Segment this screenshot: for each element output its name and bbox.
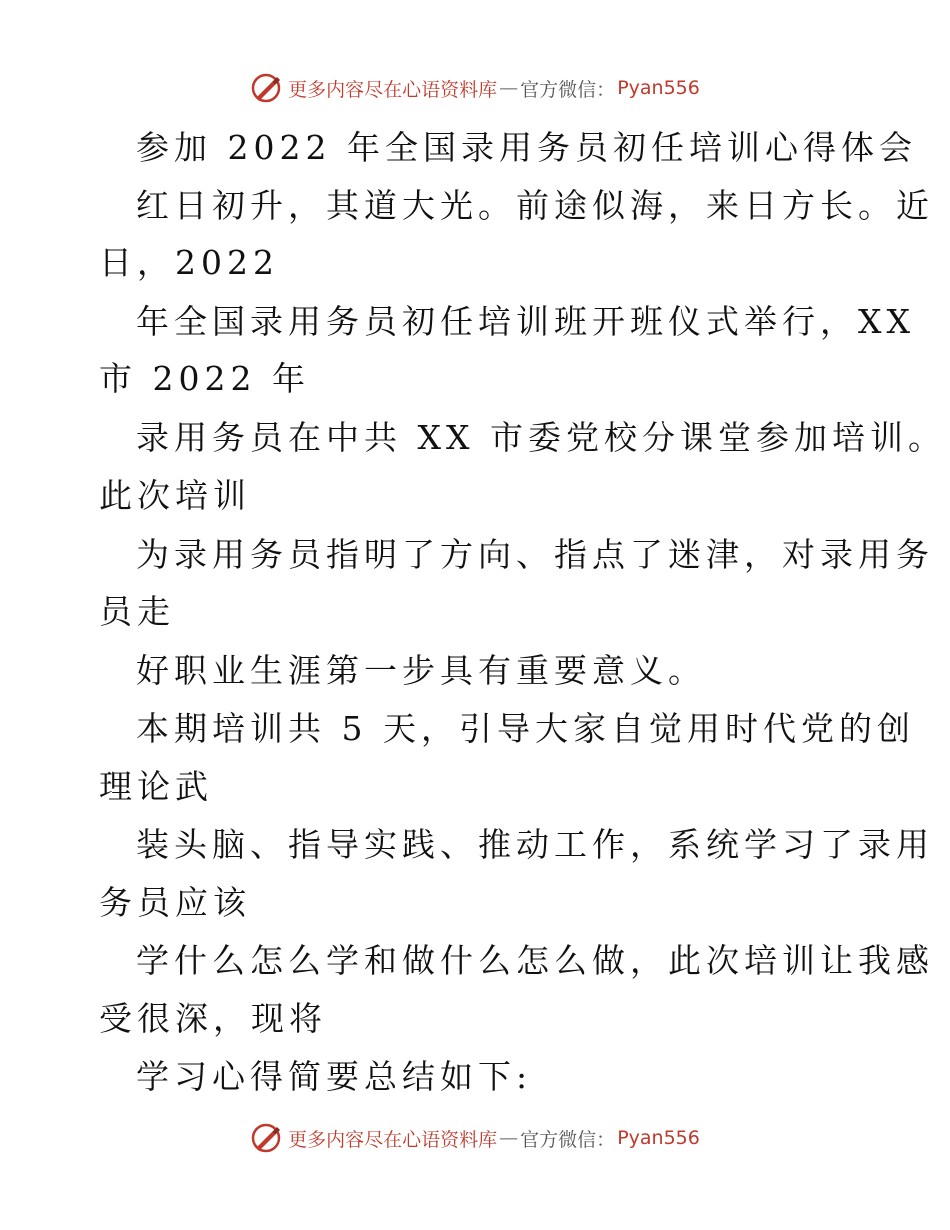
document-line: 此次培训: [99, 476, 251, 515]
document-line: 年全国录用务员初任培训班开班仪式举行，XX: [136, 302, 915, 341]
footer-watermark: [0, 1122, 950, 1154]
footer-wechat-id: Pyan556: [617, 1127, 700, 1149]
document-line: 为录用务员指明了方向、指点了迷津，对录用务: [136, 535, 934, 574]
pen-logo-icon: [250, 72, 282, 104]
document-title: 参加 2022 年全国录用务员初任培训心得体会: [136, 128, 917, 167]
document-line: 录用务员在中共 XX 市委党校分课堂参加培训。: [136, 418, 946, 457]
document-line: 理论武: [99, 767, 213, 806]
header-wechat-id: Pyan556: [617, 77, 700, 99]
pen-logo-icon: [250, 1122, 282, 1154]
footer-official-label: 官方微信：: [520, 1128, 616, 1151]
document-line: 红日初升，其道大光。前途似海，来日方长。近: [136, 186, 934, 225]
document-line: 务员应该: [99, 883, 251, 922]
footer-slogan: 更多内容尽在心语资料库: [288, 1128, 498, 1151]
document-line: 学习心得简要总结如下:: [136, 1057, 533, 1096]
document-line: 市 2022 年: [99, 359, 310, 398]
document-line: 装头脑、指导实践、推动工作，系统学习了录用: [136, 825, 934, 864]
header-dash: —: [499, 77, 519, 99]
document-line: 日，2022: [99, 243, 279, 282]
footer-dash: —: [499, 1127, 519, 1149]
header-slogan: 更多内容尽在心语资料库: [288, 78, 498, 101]
document-line: 好职业生涯第一步具有重要意义。: [136, 651, 706, 690]
header-watermark: [0, 72, 950, 104]
document-line: 本期培训共 5 天，引导大家自觉用时代党的创: [136, 709, 915, 748]
document-line: 员走: [99, 592, 175, 631]
header-official-label: 官方微信：: [520, 78, 616, 101]
document-line: 受很深，现将: [99, 999, 327, 1038]
document-line: 学什么怎么学和做什么怎么做，此次培训让我感: [136, 941, 934, 980]
